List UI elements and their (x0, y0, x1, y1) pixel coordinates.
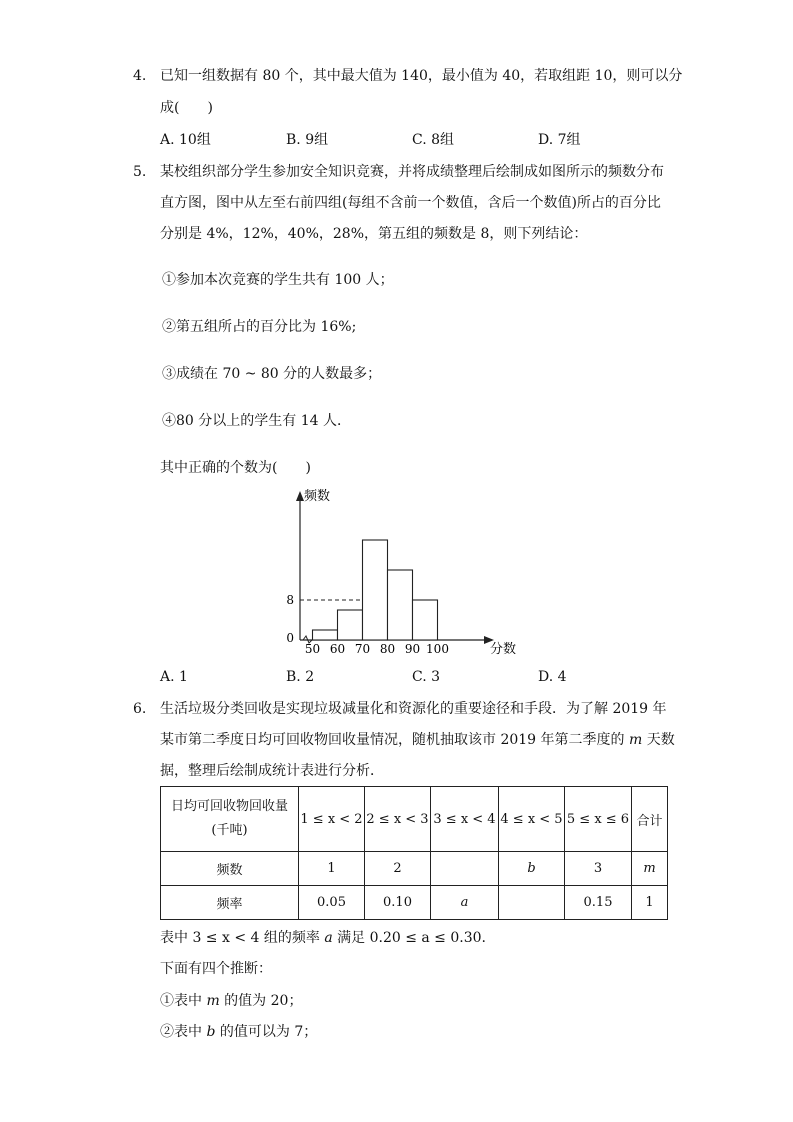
table-cell: 3 (565, 852, 632, 886)
q6-line2-part-b: 天数 (642, 732, 675, 748)
q6-var-m: m (628, 732, 643, 748)
q6-text-line1: 生活垃圾分类回收是实现垃圾减量化和资源化的重要途径和手段．为了解 2019 年 (160, 701, 667, 717)
histogram-bar (338, 610, 363, 640)
q6-s2-part-a: ②表中 (160, 1024, 207, 1040)
q6-number: 6. (133, 701, 147, 717)
row2-label: 频率 (161, 886, 299, 920)
q6-text-line2 (160, 730, 675, 750)
q6-intro: 下面有四个推断： (160, 961, 272, 977)
x-tick-label: 50 (304, 642, 321, 656)
q5-statement-2: ②第五组所占的百分比为 16%; (162, 319, 357, 335)
q5-text-line1: 某校组织部分学生参加安全知识竞赛，并将成绩整理后绘制成如图所示的频数分布 (160, 164, 664, 180)
histogram-bar (363, 540, 388, 640)
q6-s1-part-a: ①表中 (160, 993, 207, 1009)
table-cell: 1 (299, 852, 365, 886)
y-tick-label: 8 (286, 593, 294, 607)
q5-statement-1: ①参加本次竞赛的学生共有 100 人； (162, 272, 394, 288)
table-cell: b (499, 852, 565, 886)
q6-line2-part-a: 某市第二季度日均可回收物回收量情况，随机抽取该市 2019 年第二季度的 (160, 732, 629, 748)
q6-s2-var: b (206, 1024, 216, 1040)
y-axis-label: 频数 (304, 489, 331, 504)
q4-number: 4. (133, 68, 147, 84)
header-total: 合计 (632, 787, 668, 852)
x-axis-label: 分数 (490, 642, 517, 657)
header-interval-5: 5 ≤ x ≤ 6 (565, 787, 632, 852)
q5-option-c: C. 3 (412, 669, 441, 685)
q4-option-b: B. 9组 (286, 132, 329, 148)
x-tick-label: 90 (404, 642, 421, 656)
q5-text-line3: 分别是 4%，12%，40%，28%，第五组的频数是 8，则下列结论： (160, 226, 588, 242)
recycling-frequency-table (160, 786, 668, 920)
row1-label: 频数 (161, 852, 299, 886)
q5-number: 5. (133, 164, 147, 180)
q6-note (160, 928, 486, 948)
table-cell: 0.10 (365, 886, 431, 920)
q4-text-line1: 已知一组数据有 80 个，其中最大值为 140，最小值为 40，若取组距 10，则可以分 (160, 68, 683, 84)
table-header-row (161, 787, 668, 852)
q6-note-part-a: 表中 3 ≤ x < 4 组的频率 (160, 930, 325, 946)
table-cell: 2 (365, 852, 431, 886)
q5-option-a: A. 1 (160, 669, 188, 685)
q4-option-c: C. 8组 (412, 132, 455, 148)
q6-s1-part-b: 的值为 20； (219, 993, 303, 1009)
table-cell (431, 852, 499, 886)
q6-text-line3: 据，整理后绘制成统计表进行分析． (160, 763, 384, 779)
table-cell: a (431, 886, 499, 920)
q5-option-d: D. 4 (538, 669, 567, 685)
header-title-line1: 日均可回收物回收量 (170, 799, 288, 814)
q6-inference-2 (160, 1022, 317, 1042)
q5-statement-3: ③成绩在 70 ~ 80 分的人数最多； (162, 366, 382, 382)
histogram-bar (388, 570, 413, 640)
q6-note-var-a: a (324, 930, 333, 946)
y-axis-arrow (296, 491, 304, 501)
table-cell: 0.05 (299, 886, 365, 920)
header-interval-4: 4 ≤ x < 5 (499, 787, 565, 852)
header-title-cell (161, 787, 299, 852)
histogram-bar (413, 600, 438, 640)
q4-option-d: D. 7组 (538, 132, 581, 148)
histogram-bars (313, 540, 438, 640)
q6-note-part-b: 满足 0.20 ≤ a ≤ 0.30. (332, 930, 486, 946)
q5-option-b: B. 2 (286, 669, 315, 685)
histogram-bar (313, 630, 338, 640)
table-cell: 0.15 (565, 886, 632, 920)
header-interval-2: 2 ≤ x < 3 (365, 787, 431, 852)
q5-statement-4: ④80 分以上的学生有 14 人． (162, 413, 351, 429)
q4-text-line2: 成( ) (160, 100, 213, 116)
table-row-frequency-count (161, 852, 668, 886)
q6-s2-part-b: 的值可以为 7； (215, 1024, 318, 1040)
q5-question: 其中正确的个数为( ) (160, 460, 311, 476)
header-title-line2: (千吨) (211, 823, 248, 838)
x-tick-label: 60 (329, 642, 346, 656)
table-cell: m (632, 852, 668, 886)
q6-inference-1 (160, 991, 302, 1011)
table-cell (499, 886, 565, 920)
x-tick-label: 80 (379, 642, 396, 656)
q6-s1-var: m (206, 993, 220, 1009)
table-cell: 1 (632, 886, 668, 920)
y-tick-label: 0 (286, 631, 294, 645)
q4-option-a: A. 10组 (160, 132, 211, 148)
header-interval-1: 1 ≤ x < 2 (299, 787, 365, 852)
table-row-frequency-rate (161, 886, 668, 920)
q5-text-line2: 直方图，图中从左至右前四组(每组不含前一个数值，含后一个数值)所占的百分比 (160, 195, 661, 211)
x-tick-label: 100 (426, 642, 449, 656)
x-tick-label: 70 (354, 642, 371, 656)
header-interval-3: 3 ≤ x < 4 (431, 787, 499, 852)
frequency-histogram (280, 485, 530, 665)
